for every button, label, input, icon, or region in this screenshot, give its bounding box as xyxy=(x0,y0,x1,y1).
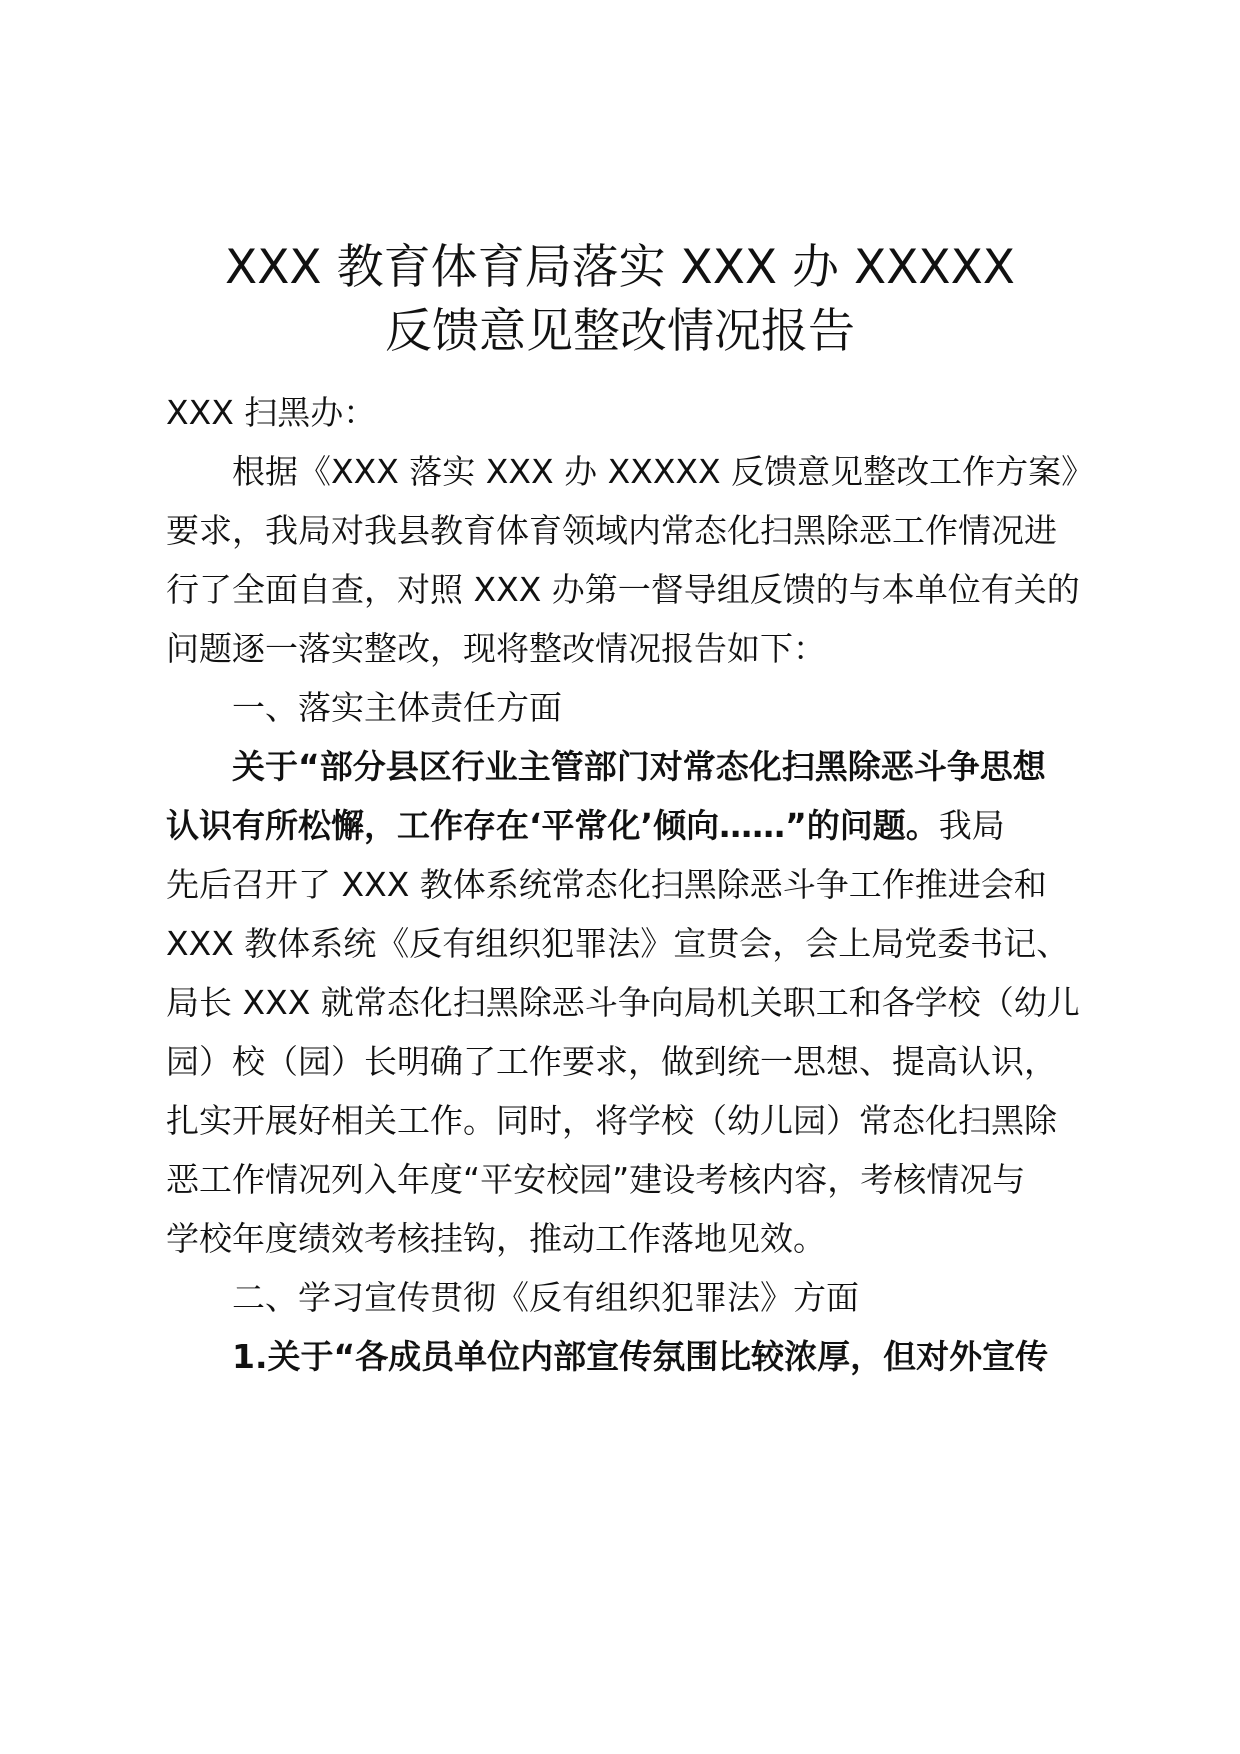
paragraph-line: 先后召开了 XXX 教体系统常态化扫黑除恶斗争工作推进会和 xyxy=(166,865,1047,904)
issue-heading-2: 1.关于“各成员单位内部宣传氛围比较浓厚，但对外宣传 xyxy=(232,1337,1049,1376)
issue-line-mixed xyxy=(166,804,1086,848)
paragraph-line: 要求，我局对我县教育体育领域内常态化扫黑除恶工作情况进 xyxy=(166,511,1057,550)
paragraph-line: 恶工作情况列入年度“平安校园”建设考核内容，考核情况与 xyxy=(166,1160,1026,1199)
paragraph-line: 园）校（园）长明确了工作要求，做到统一思想、提高认识， xyxy=(166,1042,1057,1081)
salutation: XXX 扫黑办： xyxy=(166,393,377,432)
paragraph-line: XXX 教体系统《反有组织犯罪法》宣贯会，会上局党委书记、 xyxy=(166,924,1070,963)
document-title-line-2: 反馈意见整改情况报告 xyxy=(385,304,855,359)
paragraph-line: 根据《XXX 落实 XXX 办 XXXXX 反馈意见整改工作方案》 xyxy=(232,452,1095,491)
issue-heading-1-cont: 认识有所松懈，工作存在‘平常化’倾向……”的问题。 xyxy=(166,806,939,845)
issue-heading-1: 关于“部分县区行业主管部门对常态化扫黑除恶斗争思想 xyxy=(232,747,1046,786)
paragraph-line: 扎实开展好相关工作。同时，将学校（幼儿园）常态化扫黑除 xyxy=(166,1101,1057,1140)
document-title-line-1: XXX 教育体育局落实 XXX 办 XXXXX xyxy=(225,240,1015,295)
paragraph-line: 学校年度绩效考核挂钩，推动工作落地见效。 xyxy=(166,1219,826,1258)
section-heading-1: 一、落实主体责任方面 xyxy=(232,688,562,727)
paragraph-line: 局长 XXX 就常态化扫黑除恶斗争向局机关职工和各学校（幼儿 xyxy=(166,983,1080,1022)
paragraph-start: 我局 xyxy=(938,806,1005,845)
section-heading-2: 二、学习宣传贯彻《反有组织犯罪法》方面 xyxy=(232,1278,859,1317)
paragraph-line: 行了全面自查，对照 XXX 办第一督导组反馈的与本单位有关的 xyxy=(166,570,1080,609)
paragraph-line: 问题逐一落实整改，现将整改情况报告如下： xyxy=(166,629,826,668)
